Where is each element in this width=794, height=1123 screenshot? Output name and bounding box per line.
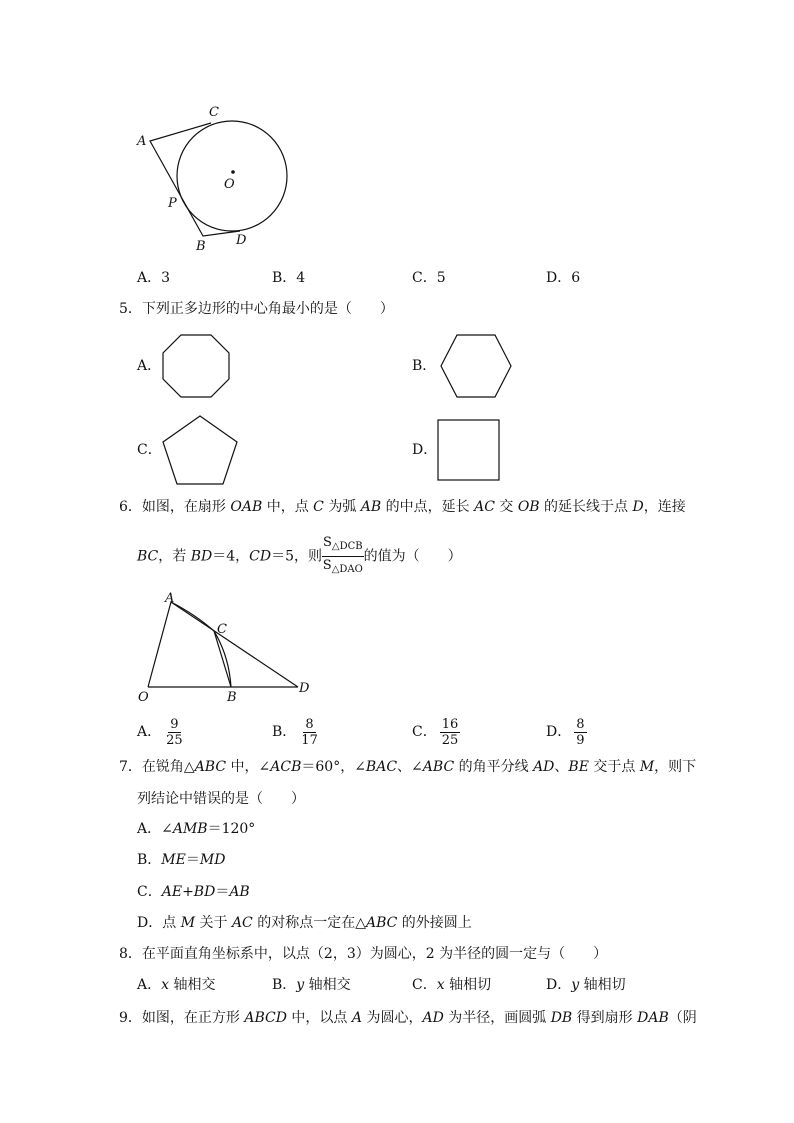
q5-stem: 5．下列正多边形的中心角最小的是（ ） <box>119 301 394 317</box>
square-shape <box>436 418 502 482</box>
q8-option-c[interactable]: C．x 轴相切 <box>412 977 492 993</box>
q4-option-d[interactable]: D．6 <box>546 270 581 286</box>
q7-option-b[interactable]: B．ME＝MD <box>137 852 226 868</box>
label-d: D <box>299 681 310 696</box>
q4-option-c[interactable]: C．5 <box>412 270 446 286</box>
q5-option-c-label[interactable]: C． <box>137 442 162 458</box>
q7-option-c[interactable]: C．AE+BD＝AB <box>137 884 250 900</box>
q8-option-b[interactable]: B．y 轴相交 <box>272 977 351 993</box>
q5-option-b-label[interactable]: B． <box>412 358 437 374</box>
label-c: C <box>217 622 227 637</box>
q6-line1: 6．如图，在扇形 OAB 中，点 C 为弧 AB 的中点，延长 AC 交 OB 的延长线于点 D，连接 <box>119 499 686 515</box>
label-b: B <box>196 239 206 254</box>
q5-option-a-label[interactable]: A． <box>137 358 162 374</box>
q7-line2: 列结论中错误的是（ ） <box>137 791 305 807</box>
q8-option-a[interactable]: A．x 轴相交 <box>137 977 216 993</box>
hexagon-shape <box>438 333 514 399</box>
label-o: O <box>224 177 235 192</box>
octagon-shape <box>160 333 232 399</box>
q6-line2: BC，若 BD＝4，CD＝5，则 $\frac{S_{\triangle DCB}}{S_{\triangle DAO}}$ 的值为（ ） <box>137 534 462 574</box>
pentagon-shape <box>160 414 240 486</box>
label-d: D <box>236 233 247 248</box>
q7-option-a[interactable]: A．∠AMB＝120° <box>137 821 256 837</box>
label-a: A <box>165 591 175 606</box>
q6-figure <box>133 588 313 706</box>
q6-option-c[interactable]: C． $\frac{16}{25}$ <box>412 716 459 748</box>
q6-option-b[interactable]: B． $\frac{8}{17}$ <box>272 716 318 748</box>
q9-stem: 9．如图，在正方形 ABCD 中，以点 A 为圆心，AD 为半径，画圆弧 DB 得到扇形 DAB（阴 <box>119 1010 697 1026</box>
label-a: A <box>137 134 147 149</box>
q6-option-d[interactable]: D． $\frac{8}{9}$ <box>546 716 585 748</box>
label-p: P <box>168 196 177 211</box>
q5-option-d-label[interactable]: D． <box>412 442 438 458</box>
q4-figure <box>130 98 300 258</box>
q8-option-d[interactable]: D．y 轴相切 <box>546 977 626 993</box>
label-c: C <box>209 105 219 120</box>
q7-option-d[interactable]: D．点 M 关于 AC 的对称点一定在△ABC 的外接圆上 <box>137 915 472 931</box>
q7-line1: 7．在锐角△ABC 中，∠ACB＝60°，∠BAC、∠ABC 的角平分线 AD、BE 交于点 M，则下 <box>119 759 697 775</box>
label-b: B <box>227 690 237 705</box>
label-o: O <box>138 690 149 705</box>
q4-option-a[interactable]: A．3 <box>137 270 171 286</box>
area-ratio-fraction: $\frac{S_{\triangle DCB}}{S_{\triangle DAO}}$ <box>322 535 363 575</box>
q4-option-b[interactable]: B．4 <box>272 270 306 286</box>
q8-stem: 8．在平面直角坐标系中，以点（2，3）为圆心，2 为半径的圆一定与（ ） <box>119 946 608 962</box>
q6-option-a[interactable]: A． $\frac{9}{25}$ <box>137 716 183 748</box>
